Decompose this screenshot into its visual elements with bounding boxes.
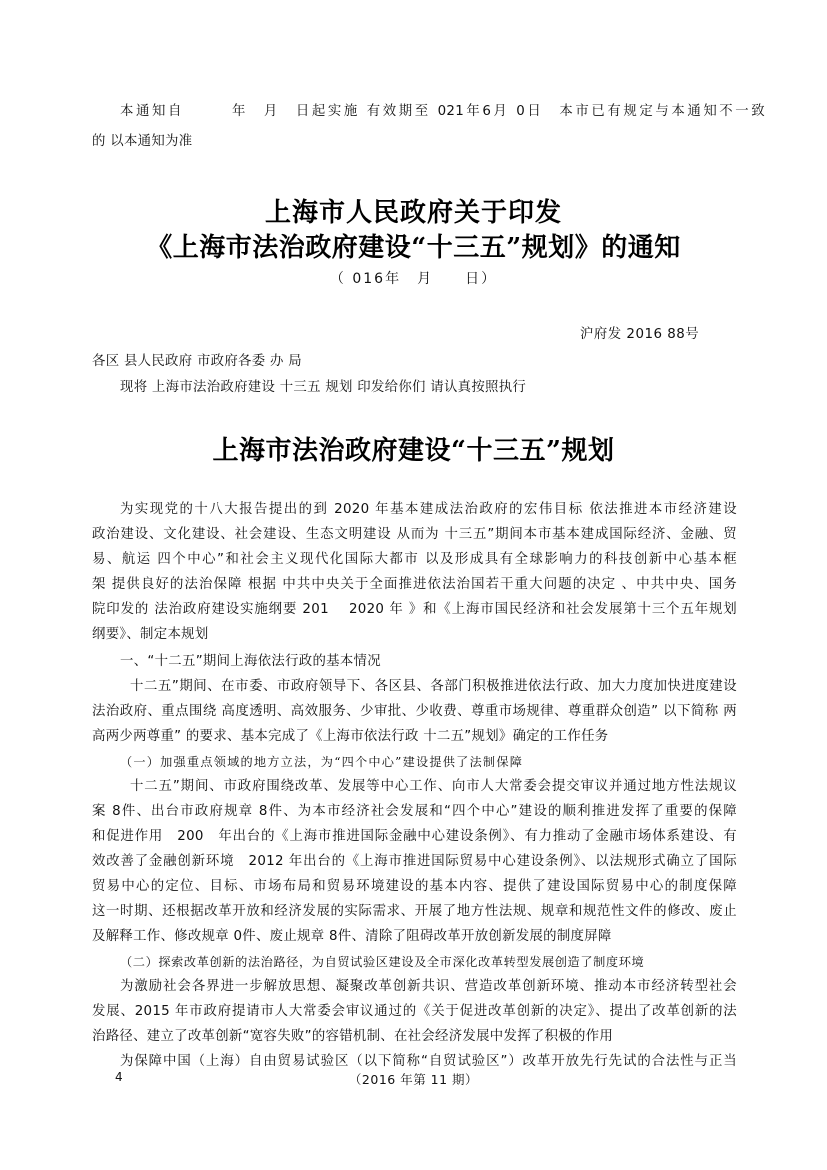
paragraph-line: 发展、2015 年市政府提请市人大常委会审议通过的《关于促进改革创新的决定》、提出了改革创新的法 [92,1004,737,1019]
paragraph-line: 为激励社会各界进一步解放思想、凝聚改革创新共识、营造改革创新环境、推动本市经济转型社会 [120,979,737,994]
notice-line: 的 以本通知为准 [92,134,193,149]
paragraph-line: 纲要》、制定本规划 [92,627,209,642]
paragraph-line: 法治政府、重点围绕 高度透明、高效服务、少审批、少收费、尊重市场规律、尊重群众创造” 以下简称 两 [92,704,737,719]
subsection-heading: （一）加强重点领域的地方立法，为“四个中心”建设提供了法制保障 [120,755,524,769]
notice-title-line2: 《上海市法治政府建设“十三五”规划》的通知 [146,233,681,263]
paragraph-line: 贸易中心的定位、目标、市场布局和贸易环境建设的基本内容、提供了建设国际贸易中心的制度保障 [92,879,737,894]
paragraph-line: 及解释工作、修改规章 0件、废止规章 8件、清除了阻碍改革开放创新发展的制度屏障 [92,929,612,944]
paragraph-line: 效改善了金融创新环境 2012 年出台的《上海市推进国际贸易中心建设条例》、以法规形式确立了国际 [92,854,737,869]
document-number: 沪府发 2016 88号 [580,327,700,342]
paragraph-line: 院印发的 法治政府建设实施纲要 201 2020 年 》和《上海市国民经济和社会发展第十三个五年规划 [92,602,737,617]
paragraph-line: 政治建设、文化建设、社会建设、生态文明建设 从而为 十三五”期间本市基本建成国际经济、金融、贸 [92,527,737,542]
issue-label: （2016 年第 11 期） [348,1072,479,1087]
paragraph-line: 十二五”期间、在市委、市政府领导下、各区县、各部门积极推进依法行政、加大力度加快进度建设 [130,679,737,694]
addressee: 各区 县人民政府 市政府各委 办 局 [92,354,302,369]
paragraph-line: 架 提供良好的法治保障 根据 中共中央关于全面推进依法治国若干重大问题的决定 、中共中央、国务 [92,577,737,592]
paragraph-line: 案 8件、出台市政府规章 8件、为本市经济社会发展和“四个中心”建设的顺利推进发挥了重要的保障 [92,804,737,819]
paragraph-line: 易、航运 四个中心”和社会主义现代化国际大都市 以及形成具有全球影响力的科技创新中心基本框 [92,552,737,567]
notice-title-line1: 上海市人民政府关于印发 [264,198,562,228]
paragraph-line: 高两少两尊重” 的要求、基本完成了《上海市依法行政 十二五”规划》确定的工作任务 [92,729,609,744]
instruction: 现将 上海市法治政府建设 十三五 规划 印发给你们 请认真按照执行 [120,380,527,395]
page-number: 4 [115,1070,123,1084]
notice-date: （ 016年 月 日） [329,271,498,287]
section-heading: 一、“十二五”期间上海依法行政的基本情况 [120,654,381,669]
plan-title: 上海市法治政府建设“十三五”规划 [212,436,615,466]
paragraph-line: 为实现党的十八大报告提出的到 2020 年基本建成法治政府的宏伟目标 依法推进本市经济建设 [120,502,737,517]
paragraph-line: 和促进作用 200 年出台的《上海市推进国际金融中心建设条例》、有力推动了金融市场体系建设、有 [92,829,737,844]
paragraph-line: 十二五”期间、市政府围绕改革、发展等中心工作、向市人大常委会提交审议并通过地方性法规议 [130,779,737,794]
paragraph-line: 这一时期、还根据改革开放和经济发展的实际需求、开展了地方性法规、规章和规范性文件的修改、废止 [92,904,737,919]
subsection-heading: （二）探索改革创新的法治路径，为自贸试验区建设及全市深化改革转型发展创造了制度环境 [120,955,645,969]
paragraph-line: 为保障中国（上海）自由贸易试验区（以下简称“自贸试验区”）改革开放先行先试的合法性与正当 [120,1054,737,1069]
paragraph-line: 治路径、建立了改革创新“宽容失败”的容错机制、在社会经济发展中发挥了积极的作用 [92,1029,614,1044]
notice-line: 本通知自 年 月 日起实施 有效期至 021年6月 0日 本市已有规定与本通知不一致 [120,104,765,119]
